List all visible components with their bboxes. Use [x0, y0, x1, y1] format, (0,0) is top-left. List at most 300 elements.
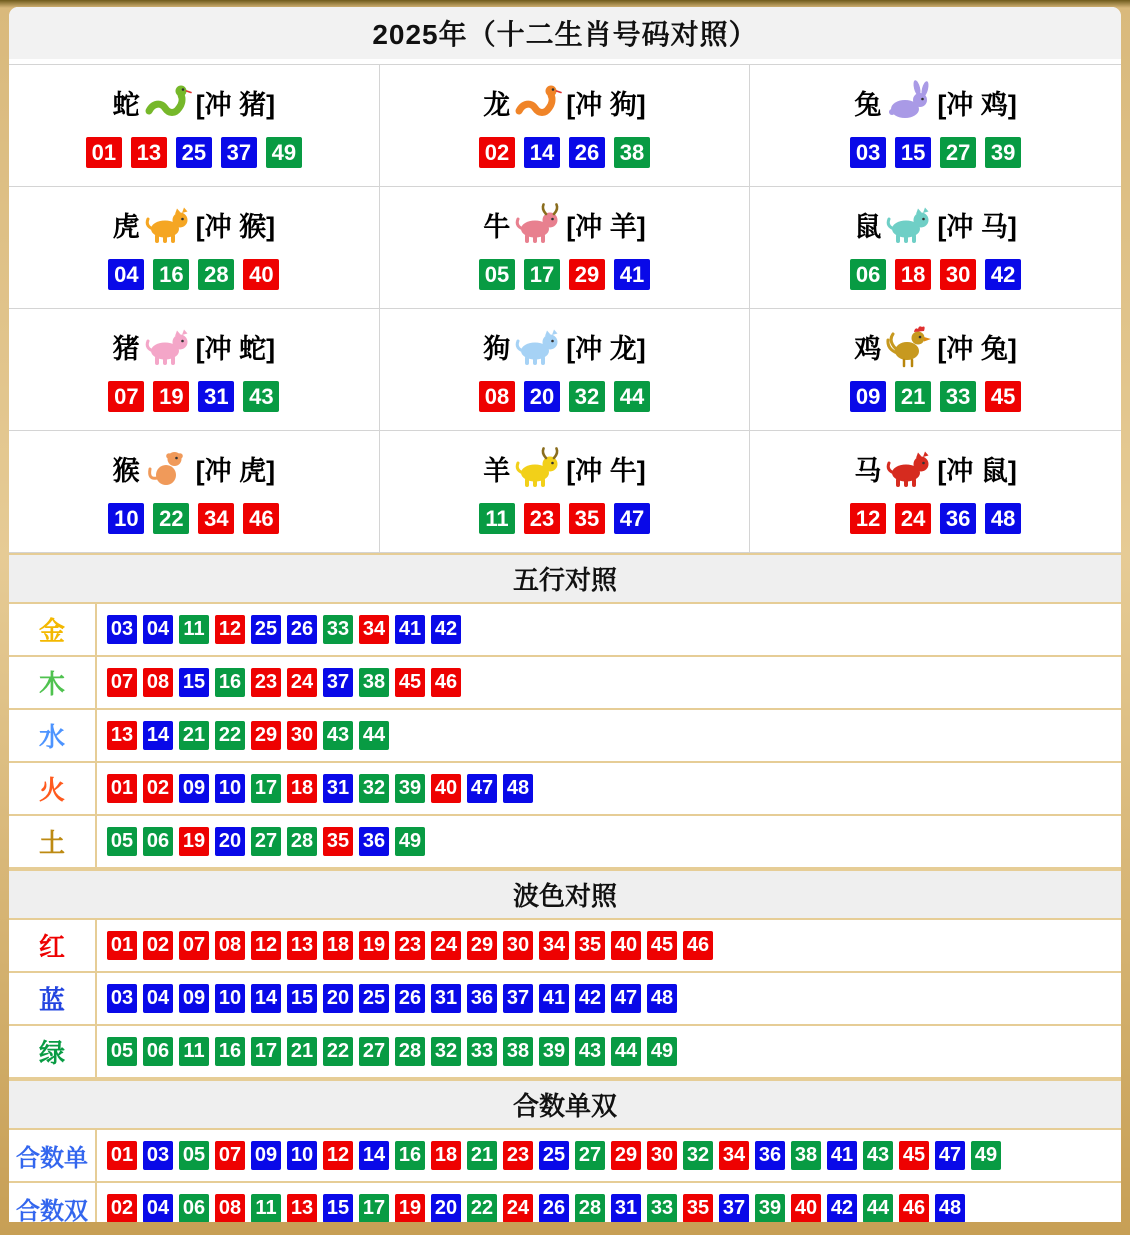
number-ball-21: 21: [895, 381, 931, 412]
zodiac-cell-snake: [9, 65, 380, 187]
tiger-icon: [144, 200, 192, 248]
number-ball-14: 14: [143, 721, 173, 750]
number-ball-01: 01: [86, 137, 122, 168]
number-ball-48: 48: [985, 503, 1021, 534]
ox-icon: [514, 200, 562, 248]
number-ball-42: 42: [985, 259, 1021, 290]
number-ball-29: 29: [569, 259, 605, 290]
zodiac-heading: [854, 199, 1016, 249]
row-label: 绿: [9, 1026, 97, 1077]
number-ball-49: 49: [395, 827, 425, 856]
number-ball-34: 34: [719, 1141, 749, 1170]
zodiac-heading: [113, 321, 275, 371]
section-row-合数单: [9, 1130, 1121, 1183]
number-ball-26: 26: [287, 615, 317, 644]
section-row-红: [9, 920, 1121, 973]
number-ball-19: 19: [153, 381, 189, 412]
zodiac-name: 鼠: [854, 211, 882, 242]
number-ball-49: 49: [971, 1141, 1001, 1170]
number-ball-47: 47: [935, 1141, 965, 1170]
number-ball-34: 34: [539, 931, 569, 960]
snake-icon: [144, 78, 192, 126]
number-ball-21: 21: [467, 1141, 497, 1170]
number-ball-40: 40: [611, 931, 641, 960]
number-ball-23: 23: [524, 503, 560, 534]
number-ball-06: 06: [179, 1194, 209, 1222]
number-ball-17: 17: [359, 1194, 389, 1222]
row-label: 土: [9, 816, 97, 867]
number-ball-18: 18: [431, 1141, 461, 1170]
number-ball-24: 24: [287, 668, 317, 697]
horse-icon: [885, 444, 933, 492]
number-ball-44: 44: [611, 1037, 641, 1066]
number-ball-27: 27: [251, 827, 281, 856]
zodiac-name: 羊: [483, 455, 511, 486]
number-ball-11: 11: [479, 503, 515, 534]
number-ball-04: 04: [143, 1194, 173, 1222]
zodiac-cell-rooster: [750, 309, 1121, 431]
number-ball-46: 46: [243, 503, 279, 534]
number-ball-01: 01: [107, 931, 137, 960]
zodiac-clash: [冲 龙]: [566, 333, 646, 364]
zodiac-numbers: [846, 259, 1026, 290]
number-ball-07: 07: [215, 1141, 245, 1170]
zodiac-cell-goat: [380, 431, 751, 553]
number-ball-12: 12: [215, 615, 245, 644]
zodiac-numbers: [474, 381, 654, 412]
number-ball-08: 08: [215, 1194, 245, 1222]
number-ball-47: 47: [614, 503, 650, 534]
zodiac-cell-ox: [380, 187, 751, 309]
number-ball-32: 32: [569, 381, 605, 412]
row-numbers: [97, 920, 719, 971]
number-ball-39: 39: [985, 137, 1021, 168]
number-ball-31: 31: [198, 381, 234, 412]
row-numbers: [97, 1183, 971, 1222]
number-ball-11: 11: [179, 615, 209, 644]
number-ball-13: 13: [287, 1194, 317, 1222]
zodiac-clash: [冲 虎]: [195, 455, 276, 486]
zodiac-clash: [冲 蛇]: [195, 333, 276, 364]
zodiac-name: 龙: [483, 89, 511, 120]
section-row-木: [9, 657, 1121, 710]
number-ball-04: 04: [143, 615, 173, 644]
zodiac-heading: [483, 321, 645, 371]
number-ball-40: 40: [791, 1194, 821, 1222]
zodiac-name: 猴: [112, 455, 140, 486]
number-ball-46: 46: [683, 931, 713, 960]
section-row-火: [9, 763, 1121, 816]
row-numbers: [97, 657, 467, 708]
zodiac-cell-pig: [9, 309, 380, 431]
zodiac-clash: [冲 狗]: [566, 89, 646, 120]
number-ball-39: 39: [395, 774, 425, 803]
number-ball-12: 12: [850, 503, 886, 534]
number-ball-30: 30: [287, 721, 317, 750]
zodiac-numbers: [846, 137, 1026, 168]
number-ball-24: 24: [503, 1194, 533, 1222]
number-ball-31: 31: [431, 984, 461, 1013]
zodiac-name: 狗: [483, 333, 511, 364]
number-ball-22: 22: [467, 1194, 497, 1222]
number-ball-37: 37: [719, 1194, 749, 1222]
number-ball-39: 39: [539, 1037, 569, 1066]
number-ball-48: 48: [503, 774, 533, 803]
number-ball-03: 03: [107, 615, 137, 644]
number-ball-09: 09: [251, 1141, 281, 1170]
number-ball-03: 03: [107, 984, 137, 1013]
number-ball-37: 37: [221, 137, 257, 168]
number-ball-22: 22: [153, 503, 189, 534]
row-numbers: [97, 973, 683, 1024]
number-ball-28: 28: [287, 827, 317, 856]
number-ball-10: 10: [215, 774, 245, 803]
zodiac-cell-dog: [380, 309, 751, 431]
number-ball-29: 29: [467, 931, 497, 960]
number-ball-20: 20: [431, 1194, 461, 1222]
zodiac-numbers: [104, 259, 284, 290]
sections-container: [9, 553, 1121, 1222]
number-ball-30: 30: [503, 931, 533, 960]
number-ball-17: 17: [251, 774, 281, 803]
number-ball-02: 02: [143, 774, 173, 803]
number-ball-33: 33: [647, 1194, 677, 1222]
number-ball-35: 35: [575, 931, 605, 960]
number-ball-36: 36: [359, 827, 389, 856]
zodiac-numbers: [474, 137, 654, 168]
number-ball-13: 13: [287, 931, 317, 960]
zodiac-heading: [483, 199, 645, 249]
row-numbers: [97, 1026, 683, 1077]
number-ball-13: 13: [107, 721, 137, 750]
number-ball-46: 46: [431, 668, 461, 697]
zodiac-heading: [113, 77, 275, 127]
zodiac-heading: [854, 77, 1016, 127]
row-label: 火: [9, 763, 97, 814]
number-ball-28: 28: [575, 1194, 605, 1222]
number-ball-27: 27: [359, 1037, 389, 1066]
number-ball-46: 46: [899, 1194, 929, 1222]
row-label: 合数双: [9, 1183, 97, 1222]
section-row-金: [9, 604, 1121, 657]
number-ball-43: 43: [243, 381, 279, 412]
zodiac-cell-rabbit: [750, 65, 1121, 187]
number-ball-07: 07: [107, 668, 137, 697]
number-ball-19: 19: [395, 1194, 425, 1222]
row-label: 木: [9, 657, 97, 708]
row-label: 水: [9, 710, 97, 761]
number-ball-47: 47: [611, 984, 641, 1013]
zodiac-cell-horse: [750, 431, 1121, 553]
number-ball-10: 10: [108, 503, 144, 534]
zodiac-numbers: [104, 381, 284, 412]
number-ball-24: 24: [895, 503, 931, 534]
number-ball-40: 40: [243, 259, 279, 290]
rabbit-icon: [885, 78, 933, 126]
section-row-蓝: [9, 973, 1121, 1026]
number-ball-16: 16: [395, 1141, 425, 1170]
number-ball-32: 32: [431, 1037, 461, 1066]
number-ball-19: 19: [359, 931, 389, 960]
section-row-水: [9, 710, 1121, 763]
zodiac-cell-dragon: [380, 65, 751, 187]
number-ball-35: 35: [323, 827, 353, 856]
number-ball-19: 19: [179, 827, 209, 856]
row-numbers: [97, 710, 395, 761]
number-ball-33: 33: [323, 615, 353, 644]
number-ball-43: 43: [323, 721, 353, 750]
number-ball-42: 42: [827, 1194, 857, 1222]
number-ball-47: 47: [467, 774, 497, 803]
number-ball-45: 45: [985, 381, 1021, 412]
zodiac-name: 兔: [854, 89, 882, 120]
number-ball-49: 49: [647, 1037, 677, 1066]
number-ball-22: 22: [323, 1037, 353, 1066]
number-ball-48: 48: [647, 984, 677, 1013]
number-ball-15: 15: [323, 1194, 353, 1222]
zodiac-heading: [854, 443, 1016, 493]
zodiac-numbers: [474, 503, 654, 534]
zodiac-name: 马: [854, 455, 882, 486]
number-ball-20: 20: [323, 984, 353, 1013]
zodiac-grid: [9, 64, 1121, 553]
number-ball-15: 15: [895, 137, 931, 168]
row-numbers: [97, 816, 431, 867]
number-ball-31: 31: [323, 774, 353, 803]
monkey-icon: [144, 444, 192, 492]
number-ball-38: 38: [503, 1037, 533, 1066]
row-label: 蓝: [9, 973, 97, 1024]
number-ball-18: 18: [323, 931, 353, 960]
number-ball-38: 38: [614, 137, 650, 168]
number-ball-33: 33: [467, 1037, 497, 1066]
number-ball-02: 02: [143, 931, 173, 960]
zodiac-numbers: [846, 381, 1026, 412]
number-ball-20: 20: [524, 381, 560, 412]
number-ball-48: 48: [935, 1194, 965, 1222]
number-ball-21: 21: [287, 1037, 317, 1066]
number-ball-23: 23: [395, 931, 425, 960]
number-ball-49: 49: [266, 137, 302, 168]
number-ball-38: 38: [359, 668, 389, 697]
row-label: 合数单: [9, 1130, 97, 1181]
zodiac-heading: [113, 199, 275, 249]
number-ball-40: 40: [431, 774, 461, 803]
number-ball-09: 09: [179, 984, 209, 1013]
number-ball-37: 37: [323, 668, 353, 697]
number-ball-42: 42: [431, 615, 461, 644]
zodiac-clash: [冲 牛]: [566, 455, 646, 486]
number-ball-28: 28: [198, 259, 234, 290]
number-ball-02: 02: [107, 1194, 137, 1222]
number-ball-06: 06: [143, 827, 173, 856]
number-ball-10: 10: [215, 984, 245, 1013]
number-ball-41: 41: [539, 984, 569, 1013]
number-ball-04: 04: [143, 984, 173, 1013]
number-ball-12: 12: [251, 931, 281, 960]
number-ball-35: 35: [569, 503, 605, 534]
number-ball-02: 02: [479, 137, 515, 168]
number-ball-18: 18: [895, 259, 931, 290]
number-ball-25: 25: [176, 137, 212, 168]
number-ball-03: 03: [850, 137, 886, 168]
zodiac-numbers: [474, 259, 654, 290]
number-ball-33: 33: [940, 381, 976, 412]
number-ball-24: 24: [431, 931, 461, 960]
zodiac-name: 鸡: [854, 333, 882, 364]
zodiac-clash: [冲 羊]: [566, 211, 646, 242]
number-ball-20: 20: [215, 827, 245, 856]
section-row-土: [9, 816, 1121, 869]
number-ball-45: 45: [647, 931, 677, 960]
zodiac-heading: [483, 77, 645, 127]
number-ball-18: 18: [287, 774, 317, 803]
dog-icon: [514, 322, 562, 370]
zodiac-numbers: [846, 503, 1026, 534]
number-ball-29: 29: [611, 1141, 641, 1170]
pig-icon: [144, 322, 192, 370]
zodiac-cell-rat: [750, 187, 1121, 309]
number-ball-37: 37: [503, 984, 533, 1013]
zodiac-heading: [113, 443, 275, 493]
zodiac-clash: [冲 猴]: [195, 211, 276, 242]
number-ball-14: 14: [251, 984, 281, 1013]
number-ball-17: 17: [251, 1037, 281, 1066]
number-ball-31: 31: [611, 1194, 641, 1222]
number-ball-28: 28: [395, 1037, 425, 1066]
number-ball-36: 36: [755, 1141, 785, 1170]
goat-icon: [514, 444, 562, 492]
number-ball-08: 08: [143, 668, 173, 697]
number-ball-15: 15: [179, 668, 209, 697]
number-ball-25: 25: [359, 984, 389, 1013]
zodiac-clash: [冲 鸡]: [937, 89, 1017, 120]
number-ball-27: 27: [575, 1141, 605, 1170]
number-ball-43: 43: [863, 1141, 893, 1170]
zodiac-numbers: [104, 503, 284, 534]
zodiac-name: 猪: [112, 333, 140, 364]
row-label: 红: [9, 920, 97, 971]
rat-icon: [885, 200, 933, 248]
row-label: 金: [9, 604, 97, 655]
number-ball-25: 25: [251, 615, 281, 644]
number-ball-14: 14: [359, 1141, 389, 1170]
number-ball-34: 34: [198, 503, 234, 534]
number-ball-05: 05: [107, 827, 137, 856]
number-ball-06: 06: [850, 259, 886, 290]
number-ball-11: 11: [251, 1194, 281, 1222]
number-ball-09: 09: [850, 381, 886, 412]
row-numbers: [97, 604, 467, 655]
number-ball-11: 11: [179, 1037, 209, 1066]
number-ball-44: 44: [359, 721, 389, 750]
number-ball-26: 26: [569, 137, 605, 168]
number-ball-39: 39: [755, 1194, 785, 1222]
number-ball-43: 43: [575, 1037, 605, 1066]
number-ball-36: 36: [467, 984, 497, 1013]
number-ball-23: 23: [251, 668, 281, 697]
dragon-icon: [514, 78, 562, 126]
number-ball-14: 14: [524, 137, 560, 168]
number-ball-05: 05: [179, 1141, 209, 1170]
number-ball-44: 44: [614, 381, 650, 412]
page-title: 2025年（十二生肖号码对照）: [9, 7, 1121, 59]
number-ball-21: 21: [179, 721, 209, 750]
zodiac-clash: [冲 猪]: [195, 89, 276, 120]
zodiac-clash: [冲 马]: [937, 211, 1017, 242]
number-ball-29: 29: [251, 721, 281, 750]
number-ball-34: 34: [359, 615, 389, 644]
number-ball-25: 25: [539, 1141, 569, 1170]
number-ball-08: 08: [479, 381, 515, 412]
section-header-1: 波色对照: [9, 869, 1121, 920]
number-ball-15: 15: [287, 984, 317, 1013]
number-ball-01: 01: [107, 774, 137, 803]
number-ball-36: 36: [940, 503, 976, 534]
zodiac-clash: [冲 兔]: [937, 333, 1017, 364]
number-ball-32: 32: [359, 774, 389, 803]
number-ball-30: 30: [940, 259, 976, 290]
page-content: [9, 7, 1121, 1222]
number-ball-32: 32: [683, 1141, 713, 1170]
zodiac-cell-tiger: [9, 187, 380, 309]
zodiac-name: 虎: [112, 211, 140, 242]
number-ball-07: 07: [108, 381, 144, 412]
number-ball-12: 12: [323, 1141, 353, 1170]
number-ball-10: 10: [287, 1141, 317, 1170]
section-row-合数双: [9, 1183, 1121, 1222]
number-ball-44: 44: [863, 1194, 893, 1222]
number-ball-13: 13: [131, 137, 167, 168]
number-ball-38: 38: [791, 1141, 821, 1170]
number-ball-26: 26: [539, 1194, 569, 1222]
number-ball-07: 07: [179, 931, 209, 960]
number-ball-27: 27: [940, 137, 976, 168]
number-ball-26: 26: [395, 984, 425, 1013]
number-ball-16: 16: [215, 668, 245, 697]
zodiac-cell-monkey: [9, 431, 380, 553]
section-header-0: 五行对照: [9, 553, 1121, 604]
zodiac-heading: [483, 443, 645, 493]
section-row-绿: [9, 1026, 1121, 1079]
number-ball-41: 41: [614, 259, 650, 290]
section-header-2: 合数单双: [9, 1079, 1121, 1130]
number-ball-22: 22: [215, 721, 245, 750]
row-numbers: [97, 763, 539, 814]
number-ball-16: 16: [153, 259, 189, 290]
number-ball-41: 41: [827, 1141, 857, 1170]
number-ball-05: 05: [479, 259, 515, 290]
number-ball-06: 06: [143, 1037, 173, 1066]
number-ball-45: 45: [395, 668, 425, 697]
zodiac-name: 牛: [483, 211, 511, 242]
number-ball-16: 16: [215, 1037, 245, 1066]
zodiac-name: 蛇: [112, 89, 140, 120]
number-ball-41: 41: [395, 615, 425, 644]
rooster-icon: [885, 322, 933, 370]
number-ball-35: 35: [683, 1194, 713, 1222]
zodiac-clash: [冲 鼠]: [937, 455, 1017, 486]
number-ball-45: 45: [899, 1141, 929, 1170]
number-ball-03: 03: [143, 1141, 173, 1170]
number-ball-23: 23: [503, 1141, 533, 1170]
number-ball-30: 30: [647, 1141, 677, 1170]
number-ball-05: 05: [107, 1037, 137, 1066]
zodiac-numbers: [81, 137, 306, 168]
number-ball-08: 08: [215, 931, 245, 960]
number-ball-17: 17: [524, 259, 560, 290]
zodiac-heading: [854, 321, 1016, 371]
